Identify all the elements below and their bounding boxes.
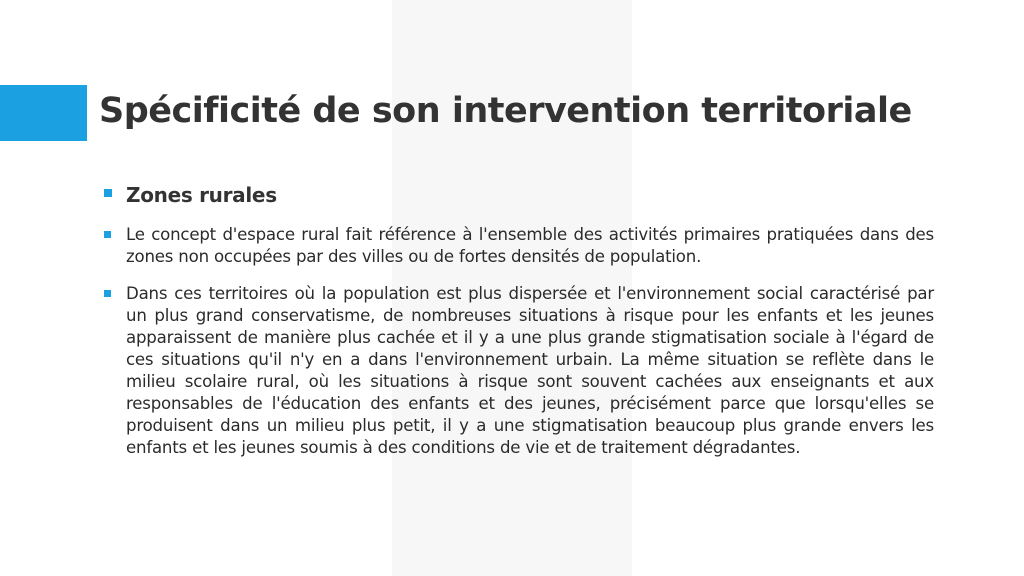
bullet-heading — [104, 180, 934, 213]
paragraph-text: Le concept d'espace rural fait référence à l'ensemble des activités primaires pratiquées dans des zones non occupées par des villes ou de fortes densités de population. — [126, 225, 934, 266]
slide-title: Spécificité de son intervention territoriale — [99, 91, 912, 131]
square-bullet-icon — [104, 189, 112, 197]
section-heading: Zones rurales — [126, 183, 277, 207]
bullet-paragraph — [104, 224, 934, 268]
bullet-paragraph — [104, 283, 934, 459]
square-bullet-icon — [104, 231, 111, 238]
title-accent-bar — [0, 85, 87, 141]
paragraph-text: Dans ces territoires où la population est plus dispersée et l'environnement social caractérisé par un plus grand conservatisme, de nombreuses situations à risque pour les enfants et les jeunes apparaissent de manière plus cachée et il y a une plus grande stigmatisation sociale à l'égard de ces situations qu'il n'y en a dans l'environnement urbain. La même situation se reflète dans le milieu scolaire rural, où les situations à risque sont souvent cachées aux enseignants et aux responsables de l'éducation des enfants et des jeunes, précisément parce que lorsqu'elles se produisent dans un milieu plus petit, il y a une stigmatisation beaucoup plus grande envers les enfants et les jeunes soumis à des conditions de vie et de traitement dégradantes. — [126, 284, 934, 457]
square-bullet-icon — [104, 290, 111, 297]
slide-content — [104, 180, 934, 474]
